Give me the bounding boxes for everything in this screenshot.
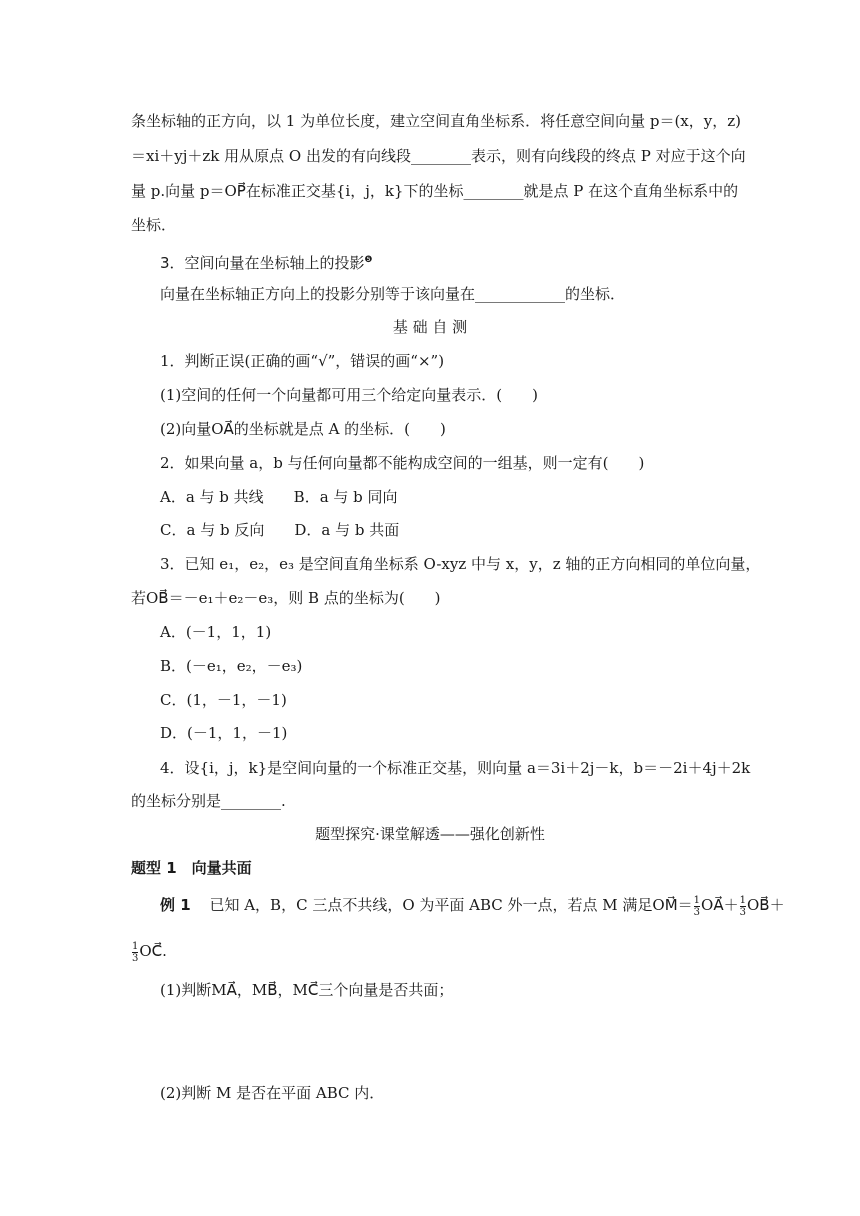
section-3-body: 向量在坐标轴正方向上的投影分别等于该向量在____________的坐标． <box>160 285 626 303</box>
fraction-one-third: $\frac{1}{3}$ <box>132 940 139 964</box>
example-label: 例 1 <box>160 896 191 914</box>
q1-stem: 1．判断正误(正确的画“√”，错误的画“×”) <box>160 352 445 370</box>
example-part-2: (2)判断 M 是否在平面 ABC 内． <box>160 1084 385 1102</box>
q3-option-b: B．(－e₁，e₂，－e₃) <box>160 657 303 675</box>
term-oc: OC⃗. <box>139 942 167 960</box>
intro-line-3: 量 p.向量 p＝OP⃗在标准正交基{i，j，k}下的坐标________就是点 P 在这个直角坐标系中的 <box>131 182 739 200</box>
section-3-title-text: 3．空间向量在坐标轴上的投影 <box>160 254 365 272</box>
q3-option-c: C．(1，－1，－1) <box>160 691 287 709</box>
q1-item-1: (1)空间的任何一个向量都可用三个给定向量表示．( ) <box>160 386 538 404</box>
example-part-1: (1)判断MA⃗，MB⃗，MC⃗三个向量是否共面； <box>160 981 454 999</box>
q1-item-2: (2)向量OA⃗的坐标就是点 A 的坐标．( ) <box>160 420 446 438</box>
term-ob: OB⃗＋ <box>746 896 785 914</box>
section-3-title <box>160 249 373 274</box>
q3-stem-1: 3．已知 e₁，e₂，e₃ 是空间直角坐标系 O-xyz 中与 x，y，z 轴的正方向相同的单位向量， <box>160 555 761 573</box>
term-oa: OA⃗＋ <box>701 896 739 914</box>
note-marker-icon: ❺ <box>364 255 373 265</box>
q4-stem-1: 4．设{i，j，k}是空间向量的一个标准正交基，则向量 a＝3i＋2j－k，b＝－2i＋4j＋2k <box>160 759 751 777</box>
example-text: 已知 A，B，C 三点不共线，O 为平面 ABC 外一点，若点 M 满足OM⃗＝ <box>209 896 693 914</box>
q3-stem-2: 若OB⃗＝－e₁＋e₂－e₃，则 B 点的坐标为( ) <box>131 589 441 607</box>
example-1-line-2 <box>131 940 167 964</box>
intro-line-1: 条坐标轴的正方向，以 1 为单位长度，建立空间直角坐标系．将任意空间向量 p＝(x，y，z) <box>131 112 741 130</box>
q2-options-row-2: C．a 与 b 反向 D．a 与 b 共面 <box>160 521 400 539</box>
self-test-heading: 基 础 自 测 <box>392 318 468 336</box>
fraction-one-third: $\frac{1}{3}$ <box>693 894 701 918</box>
q2-stem: 2．如果向量 a，b 与任何向量都不能构成空间的一组基，则一定有( ) <box>160 454 645 472</box>
type-1-title: 题型 1 向量共面 <box>131 859 252 877</box>
explore-heading: 题型探究·课堂解透——强化创新性 <box>315 825 545 843</box>
q2-options-row-1: A．a 与 b 共线 B．a 与 b 同向 <box>160 488 398 506</box>
fraction-one-third: $\frac{1}{3}$ <box>739 894 746 918</box>
intro-line-4: 坐标． <box>131 216 177 234</box>
example-1-line-1 <box>160 894 785 918</box>
q3-option-a: A．(－1，1，1) <box>160 623 272 641</box>
q4-stem-2: 的坐标分别是________. <box>131 792 286 810</box>
q3-option-d: D．(－1，1，－1) <box>160 724 288 742</box>
intro-line-2: ＝xi＋yj＋zk 用从原点 O 出发的有向线段________表示，则有向线段的终点 P 对应于这个向 <box>131 147 746 165</box>
